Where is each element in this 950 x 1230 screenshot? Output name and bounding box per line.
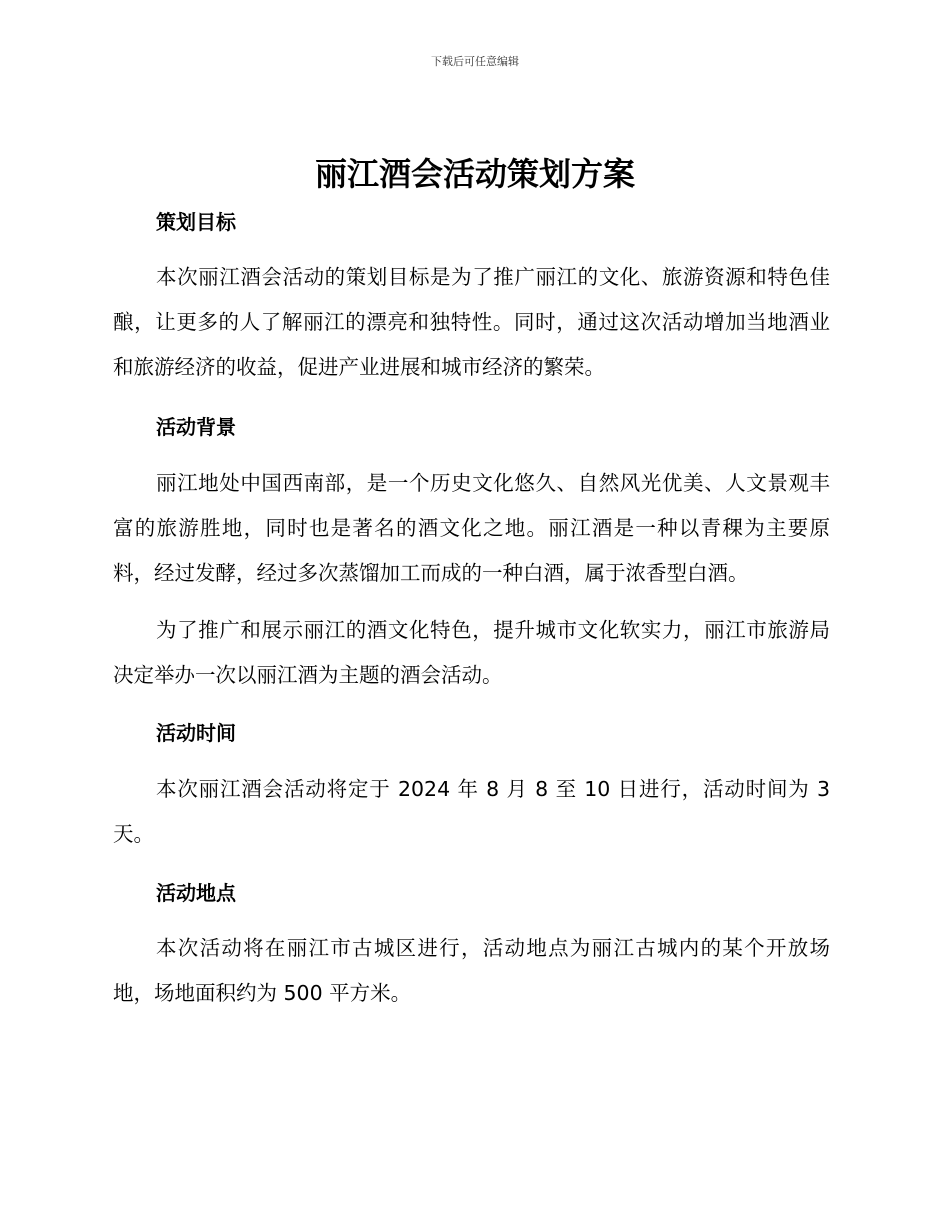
header-note: 下载后可任意编辑	[431, 55, 519, 68]
section-heading-location: 活动地点	[156, 881, 236, 905]
section-heading-background: 活动背景	[156, 415, 236, 439]
paragraph-time: 本次丽江酒会活动将定于 2024 年 8 月 8 至 10 日进行，活动时间为 3 天。	[113, 777, 830, 846]
document-title: 丽江酒会活动策划方案	[314, 155, 635, 193]
paragraph-goal: 本次丽江酒会活动的策划目标是为了推广丽江的文化、旅游资源和特色佳酿，让更多的人了解丽江的漂亮和独特性。同时，通过这次活动增加当地酒业和旅游经济的收益，促进产业进展和城市经济的繁荣。	[113, 265, 830, 379]
paragraph-location: 本次活动将在丽江市古城区进行，活动地点为丽江古城内的某个开放场地，场地面积约为 500 平方米。	[113, 936, 830, 1005]
paragraph-background-1: 丽江地处中国西南部，是一个历史文化悠久、自然风光优美、人文景观丰富的旅游胜地，同时也是著名的酒文化之地。丽江酒是一种以青稞为主要原料，经过发酵，经过多次蒸馏加工而成的一种白酒，属于浓香型白酒。	[113, 471, 830, 585]
paragraph-background-2: 为了推广和展示丽江的酒文化特色，提升城市文化软实力，丽江市旅游局决定举办一次以丽江酒为主题的酒会活动。	[113, 618, 830, 687]
section-heading-goal: 策划目标	[156, 210, 236, 234]
section-heading-time: 活动时间	[156, 721, 236, 745]
